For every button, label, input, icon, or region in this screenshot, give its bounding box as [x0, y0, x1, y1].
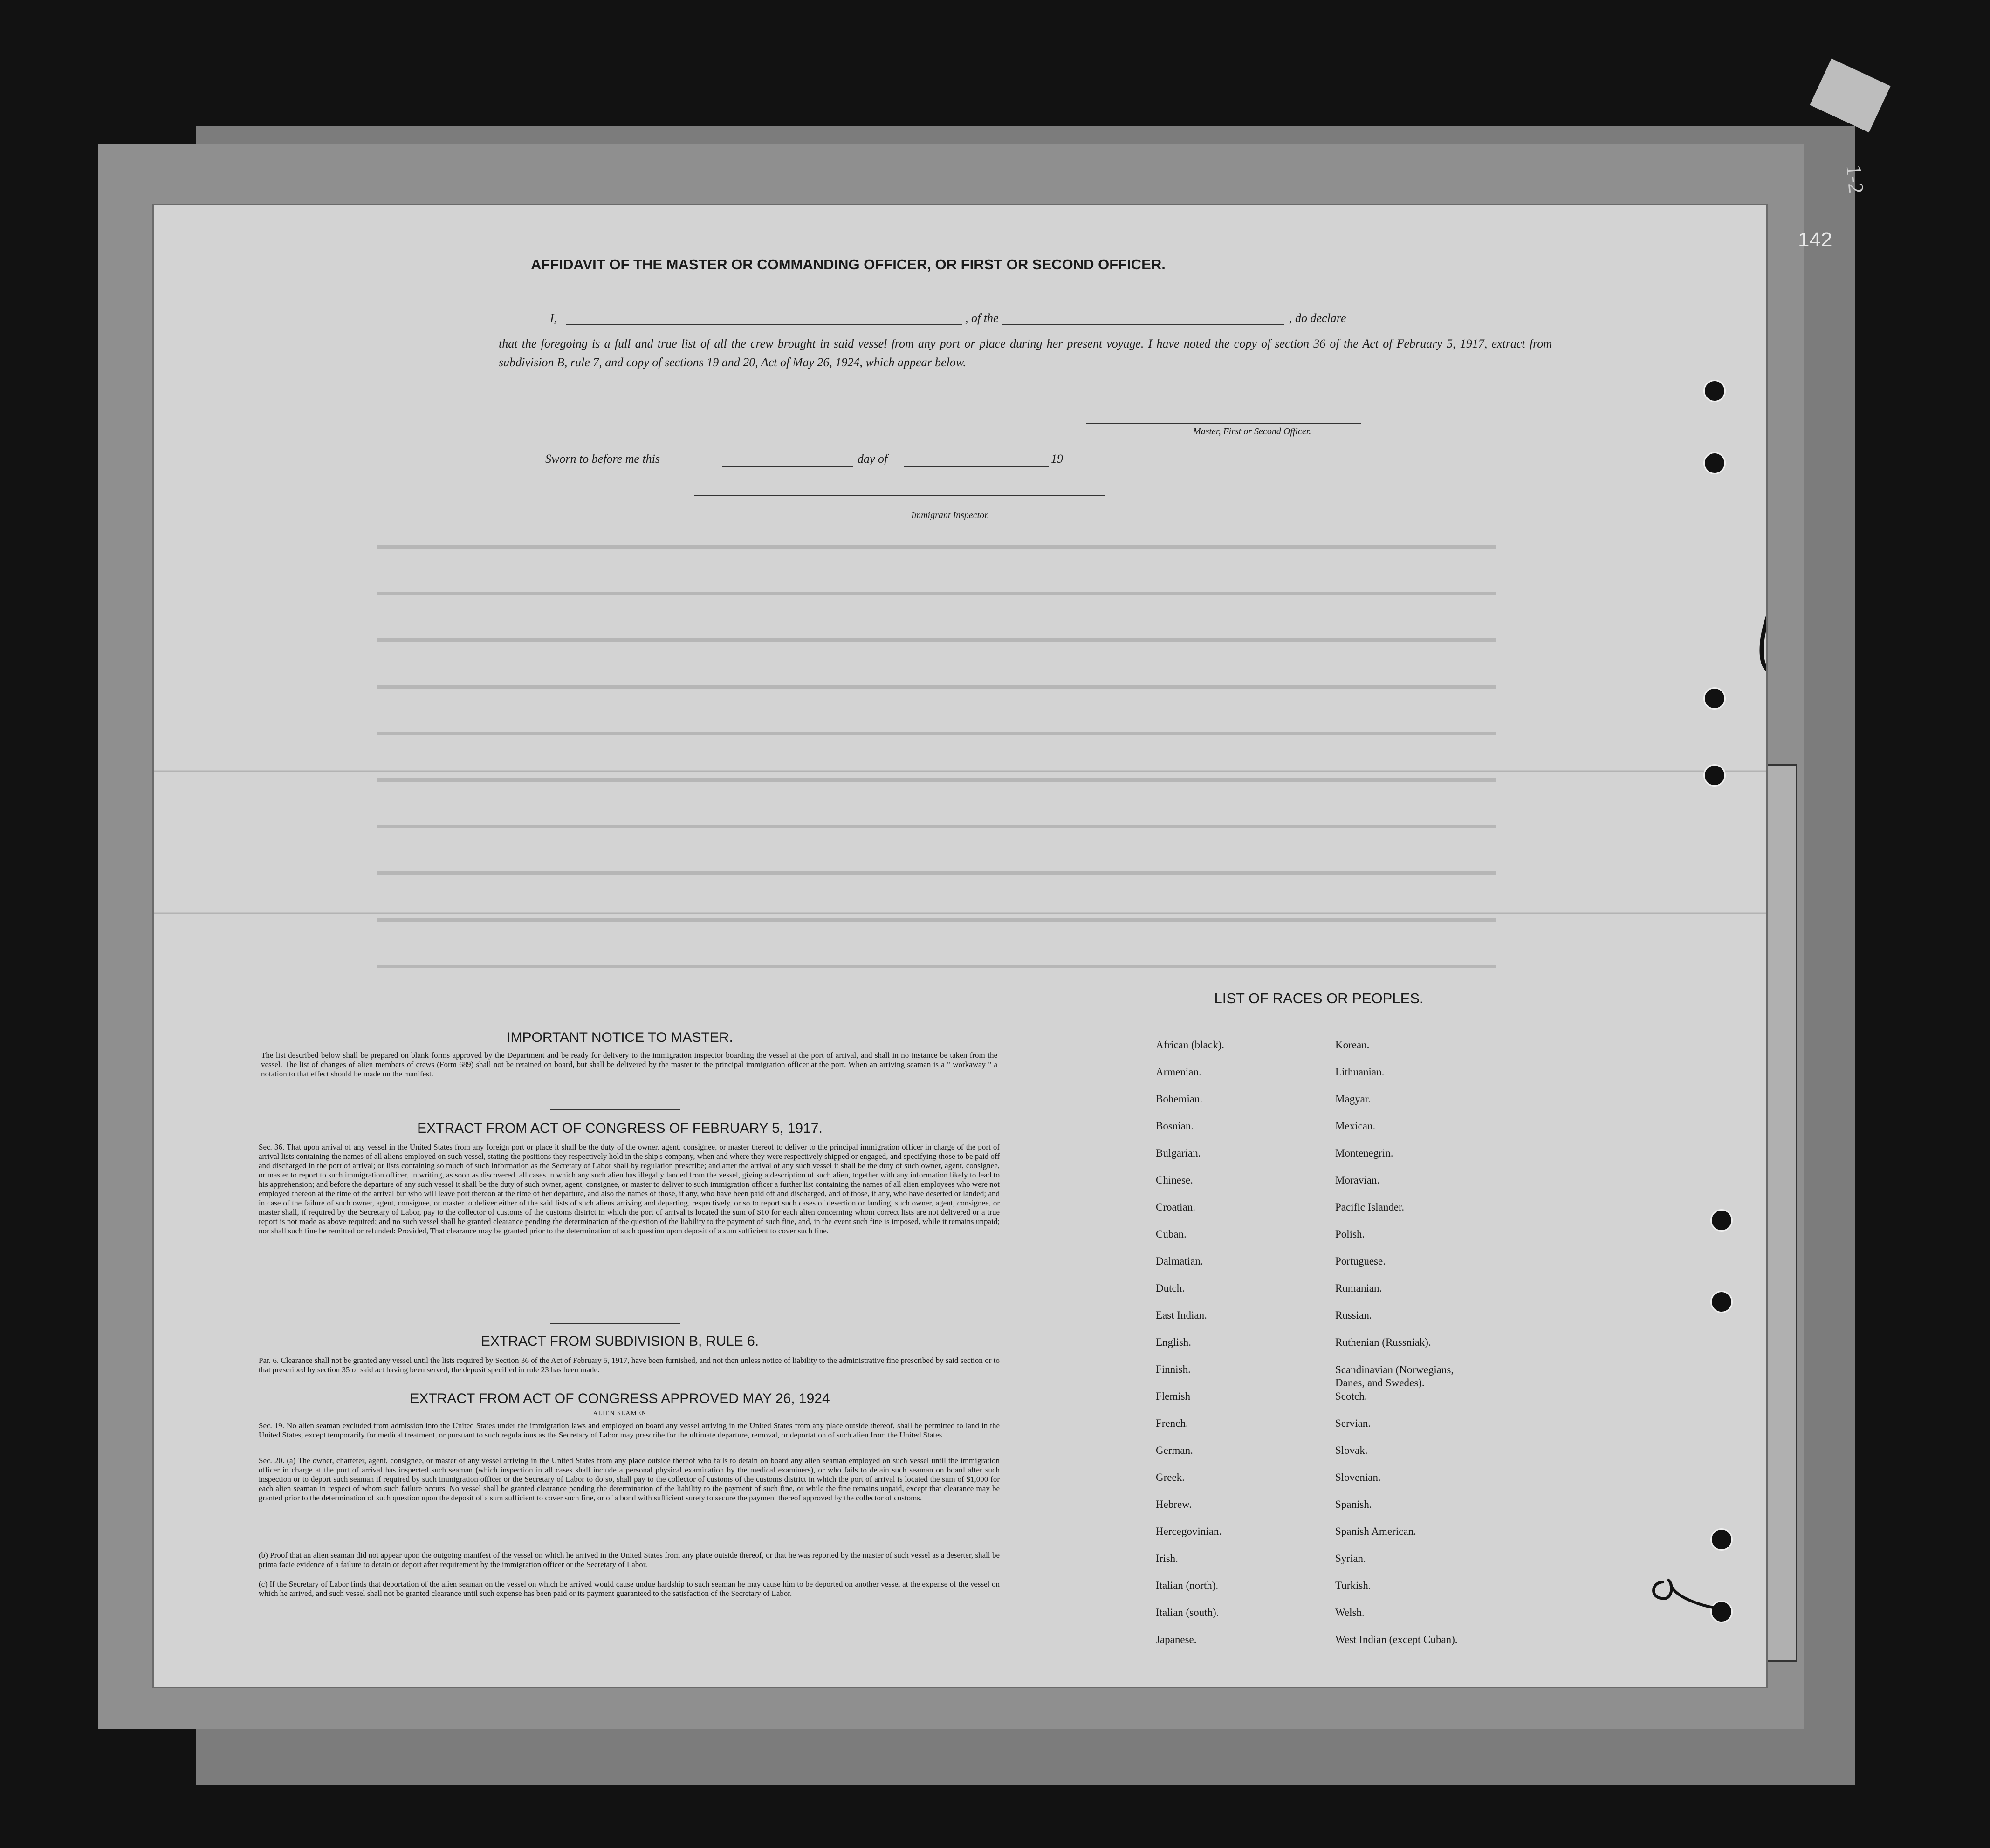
- punch-hole: [1710, 1528, 1733, 1551]
- race-left: Cuban.: [1156, 1228, 1187, 1240]
- punch-hole: [1710, 1209, 1733, 1232]
- race-right: Russian.: [1335, 1309, 1372, 1321]
- manifest-sheet: [154, 205, 1766, 1687]
- inspector-signature-line: [694, 495, 1105, 496]
- race-right: Servian.: [1335, 1417, 1371, 1429]
- race-right: Montenegrin.: [1335, 1147, 1393, 1159]
- race-right: Spanish American.: [1335, 1526, 1416, 1537]
- affidavit-do-declare: , do declare: [1286, 311, 1349, 325]
- handwritten-zero-mark: [1757, 568, 1766, 680]
- race-right: Syrian.: [1335, 1553, 1366, 1564]
- race-right: Korean.: [1335, 1039, 1370, 1051]
- race-right: Mexican.: [1335, 1120, 1376, 1132]
- affidavit-title: AFFIDAVIT OF THE MASTER OR COMMANDING OFFICER, OR FIRST OR SECOND OFFICER.: [531, 256, 1166, 273]
- extract-1924-sec20c: (c) If the Secretary of Labor finds that deportation of the alien seaman on the vessel on which he arrived would cause undue hardship to such seaman he may cause him to be deported on another vessel at the expense of the vessel on which he arrived, and such vessel shall not be granted clearance until such expense has been paid or its payment guaranteed to the satisfaction of the Secretary of Labor.: [259, 1580, 1000, 1598]
- punch-hole: [1703, 380, 1726, 402]
- race-left: Hebrew.: [1156, 1499, 1192, 1510]
- race-left: Italian (north).: [1156, 1580, 1219, 1591]
- race-left: Italian (south).: [1156, 1607, 1219, 1618]
- race-right: Turkish.: [1335, 1580, 1371, 1591]
- race-left: Finnish.: [1156, 1363, 1191, 1375]
- race-left: Croatian.: [1156, 1201, 1195, 1213]
- race-left: Chinese.: [1156, 1174, 1193, 1186]
- handwritten-nine-mark: [1645, 1563, 1738, 1615]
- race-right: Spanish.: [1335, 1499, 1372, 1510]
- race-right: Moravian.: [1335, 1174, 1380, 1186]
- race-left: African (black).: [1156, 1039, 1224, 1051]
- race-left: East Indian.: [1156, 1309, 1207, 1321]
- race-left: Dutch.: [1156, 1282, 1185, 1294]
- race-left: Dalmatian.: [1156, 1255, 1203, 1267]
- race-right: Slovenian.: [1335, 1472, 1381, 1483]
- punch-hole: [1703, 687, 1726, 710]
- race-left: Bosnian.: [1156, 1120, 1194, 1132]
- race-right: Ruthenian (Russniak).: [1335, 1336, 1431, 1348]
- race-left: Armenian.: [1156, 1066, 1201, 1078]
- affidavit-declare-i: I,: [550, 311, 557, 325]
- extract-1924-sec20a: Sec. 20. (a) The owner, charterer, agent, consignee, or master of any vessel arriving in the United States from any place outside thereof who fails to detain on board any alien seaman employed on such vessel until the immigration officer in charge at the port of arrival has inspected such seaman (which inspection in all cases shall include a personal physical examination by the medical examiners), or who fails to detain such seaman on board after such inspection or to deport such seaman if required by such immigration officer or the Secretary of Labor to do so, shall pay to the collector of customs of the customs district in which the port of arrival is located the sum of $1,000 for each alien seaman in respect of whom such failure occurs. No vessel shall be granted clearance pending the determination of the liability to the payment of such fine, or while the fine remains unpaid, except that clearance may be granted prior to the determination of such question upon the deposit of a sum sufficient to cover such fine, or of a bond with sufficient surety to secure the payment thereof approved by the collector of customs.: [259, 1456, 1000, 1503]
- vessel-blank: [1023, 324, 1284, 325]
- race-right: Scotch.: [1335, 1390, 1367, 1402]
- extract-rule6-body: Par. 6. Clearance shall not be granted any vessel until the lists required by Section 36 of the Act of February 5, 1917, have been furnished, and not then unless notice of liability to the administrative fine prescribed by said section or to that prescribed by section 35 of said act having been served, the deposit specified in rule 23 has been made.: [259, 1356, 1000, 1375]
- extract-1924-sec20b: (b) Proof that an alien seaman did not appear upon the outgoing manifest of the vessel on which he arrived in the United States from any place outside thereof, or that he was reported by the master of such vessel as a deserter, shall be prima facie evidence of a failure to detain or deport after requirement by the immigration officer or the Secretary of Labor.: [259, 1551, 1000, 1569]
- affidavit-of-the: , of the: [962, 311, 1002, 325]
- sworn-day-of: day of: [858, 452, 888, 465]
- race-left: English.: [1156, 1336, 1192, 1348]
- punch-hole: [1703, 764, 1726, 787]
- extract-rule6-title: EXTRACT FROM SUBDIVISION B, RULE 6.: [480, 1334, 759, 1349]
- race-left: Flemish: [1156, 1390, 1191, 1402]
- race-right: Welsh.: [1335, 1607, 1365, 1618]
- sworn-day-blank: [722, 466, 853, 467]
- race-left: Japanese.: [1156, 1634, 1197, 1645]
- race-right: Scandinavian (Norwegians, Danes, and Swedes).: [1335, 1364, 1454, 1389]
- extract-1924-subtitle: ALIEN SEAMEN: [593, 1410, 647, 1417]
- notice-body: The list described below shall be prepared on blank forms approved by the Department and be ready for delivery to the immigration inspector boarding the vessel at the port of arrival, and shall in no instance be taken from the vessel. The list of changes of alien members of crews (Form 689) shall not be retained on board, but shall be delivered by the master to the principal immigration officer at the port. When an arriving seaman is a " workaway " a notation to that effect should be made on the manifest.: [261, 1051, 997, 1079]
- race-right: Lithuanian.: [1335, 1066, 1385, 1078]
- sworn-month-blank: [904, 466, 1049, 467]
- affidavit-body: that the foregoing is a full and true list of all the crew brought in said vessel from any port or place during her present voyage. I have noted the copy of section 36 of the Act of February 5, 1917, extract from subdivision B, rule 7, and copy of sections 19 and 20, Act of May 26, 1924, which appear below.: [499, 337, 1552, 370]
- ink-note: 1-2: [1842, 164, 1868, 195]
- race-right: Magyar.: [1335, 1093, 1371, 1105]
- race-left: Irish.: [1156, 1553, 1178, 1564]
- notice-divider: [550, 1109, 680, 1110]
- paper-clip-corner: [1810, 59, 1890, 133]
- master-signature-label: Master, First or Second Officer.: [1193, 426, 1311, 437]
- race-right: Polish.: [1335, 1228, 1365, 1240]
- race-right: Portuguese.: [1335, 1255, 1386, 1267]
- extract-1924-sec19: Sec. 19. No alien seaman excluded from admission into the United States under the immigration laws and employed on board any vessel arriving in the United States from any place outside thereof, shall be permitted to land in the United States, except temporarily for medical treatment, or pursuant to such regulations as the Secretary of Labor may prescribe for the ultimate departure, removal, or deportation of such alien from the United States.: [259, 1421, 1000, 1440]
- extract-1917-title: EXTRACT FROM ACT OF CONGRESS OF FEBRUARY 5, 1917.: [417, 1121, 823, 1136]
- sworn-prefix: Sworn to before me this: [545, 452, 660, 465]
- race-left: Bohemian.: [1156, 1093, 1203, 1105]
- extract-1917-body: Sec. 36. That upon arrival of any vessel in the United States from any foreign port or place it shall be the duty of the owner, agent, consignee, or master thereof to deliver to the principal immigration officer in charge of the port of arrival lists containing the names of all aliens employed on such vessel, stating the positions they respectively hold in the ship's company, when and where they were respectively shipped or engaged, and specifying those to be paid off and discharged in the port of arrival; or lists containing so much of such information as the Secretary of Labor shall by regulation prescribe; and after the arrival of any such vessel it shall be the duty of such owner, agent, consignee, or master to report to such immigration officer, in writing, as soon as discovered, all cases in which any such alien has illegally landed from the vessel, giving a description of such alien, together with any information likely to lead to his apprehension; and before the departure of any such vessel it shall be the duty of such owner, agent, consignee, or master to deliver to such immigration officer a further list containing the names of all alien employees who were not employed thereon at the time of the arrival but who will leave port thereon at the time of her departure, and also the names of those, if any, who have been paid off and discharged, and of those, if any, who have deserted or landed; and in case of the failure of such owner, agent, consignee, or master to deliver either of the said lists of such aliens arriving and departing, respectively, or so to report such cases of desertion or landing, such owner, agent, consignee, or master shall, if required by the Secretary of Labor, pay to the collector of customs of the customs district in which the port of arrival is located the sum of $10 for each alien concerning whom correct lists are not delivered or a true report is not made as above required; and no such vessel shall be granted clearance pending the determination of the question of the liability to the payment of such fine, and, in the event such fine is imposed, while it remains unpaid; nor shall such fine be remitted or refunded: Provided, That clearance may be granted prior to the determination of such question upon deposit of a sum sufficient to cover such fine.: [259, 1143, 1000, 1236]
- race-left: Hercegovinian.: [1156, 1526, 1222, 1537]
- race-right: Rumanian.: [1335, 1282, 1382, 1294]
- race-right: West Indian (except Cuban).: [1335, 1634, 1458, 1645]
- sworn-year-prefix: 19: [1051, 452, 1063, 465]
- races-title: LIST OF RACES OR PEOPLES.: [1214, 990, 1424, 1006]
- extract-1924-title: EXTRACT FROM ACT OF CONGRESS APPROVED MAY 26, 1924: [410, 1391, 830, 1406]
- race-left: German.: [1156, 1444, 1193, 1456]
- race-left: Greek.: [1156, 1472, 1185, 1483]
- race-left: French.: [1156, 1417, 1188, 1429]
- notice-title: IMPORTANT NOTICE TO MASTER.: [507, 1030, 733, 1045]
- master-signature-line: [1086, 423, 1361, 424]
- inspector-label: Immigrant Inspector.: [911, 510, 989, 520]
- punch-hole: [1703, 452, 1726, 474]
- extract-1917-divider: [550, 1323, 680, 1324]
- race-right: Pacific Islander.: [1335, 1201, 1405, 1213]
- race-right: Slovak.: [1335, 1444, 1368, 1456]
- race-left: Bulgarian.: [1156, 1147, 1201, 1159]
- page-number: 142: [1798, 228, 1832, 251]
- punch-hole: [1710, 1291, 1733, 1313]
